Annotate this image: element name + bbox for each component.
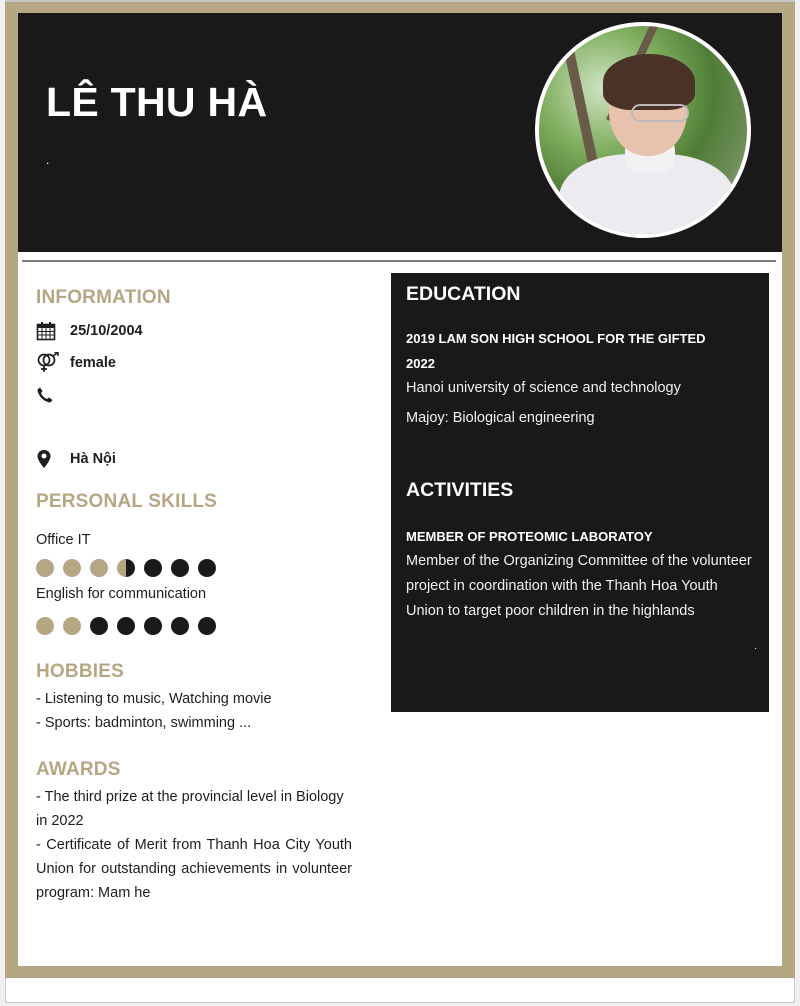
rating-dot-empty (117, 617, 135, 635)
rating-dot-empty (171, 559, 189, 577)
left-column (36, 283, 352, 905)
trailing-mark: . (754, 641, 757, 652)
info-birthdate (36, 315, 352, 347)
award-item: - Certificate of Merit from Thanh Hoa City Youth Union for outstanding achievements in volunteer program: Mam he (36, 837, 352, 901)
skills-title: PERSONAL SKILLS (36, 491, 218, 512)
rating-dot-filled (63, 559, 81, 577)
header-divider (22, 260, 776, 262)
gender-icon (36, 352, 70, 374)
skill-label: English for communication (36, 586, 207, 602)
rating-dot-empty (171, 617, 189, 635)
info-gender (36, 347, 352, 379)
info-phone (36, 379, 352, 411)
right-column (391, 273, 769, 712)
hobby-item: - Sports: badminton, swimming ... (36, 715, 252, 731)
skills-section (36, 491, 352, 641)
info-address (36, 443, 352, 475)
activity-role: MEMBER OF PROTEOMIC LABORATOY (406, 529, 653, 544)
activity-description: Member of the Organizing Committee of the volunteer project in coordination with the Thanh Hoa Youth Union to target poor children in the highlands (406, 553, 752, 619)
location-pin-icon (36, 449, 70, 469)
address-value: Hà Nội (70, 451, 116, 467)
candidate-name: LÊ THU HÀ (46, 79, 268, 125)
award-item: - The third prize at the provincial level in Biology in 2022 (36, 789, 344, 829)
skill-label: Office IT (36, 532, 91, 548)
rating-dot-empty (198, 617, 216, 635)
education-year: 2022 (406, 356, 435, 371)
resume-header (18, 13, 782, 252)
education-major: Majoy: Biological engineering (406, 410, 595, 426)
calendar-icon (36, 321, 70, 341)
phone-icon (36, 386, 70, 404)
skill-rating (36, 611, 352, 641)
information-section (36, 287, 352, 475)
rating-dot-empty (198, 559, 216, 577)
rating-dot-empty (144, 617, 162, 635)
skill-rating (36, 553, 352, 583)
awards-section (36, 759, 352, 905)
activities-title: ACTIVITIES (406, 479, 514, 501)
avatar (535, 22, 751, 238)
hobbies-section (36, 661, 352, 735)
information-title: INFORMATION (36, 287, 171, 308)
hobby-item: - Listening to music, Watching movie (36, 691, 272, 707)
education-school: 2019 LAM SON HIGH SCHOOL FOR THE GIFTED (406, 331, 706, 346)
rating-dot-filled (63, 617, 81, 635)
awards-title: AWARDS (36, 759, 121, 780)
education-title: EDUCATION (406, 283, 521, 305)
candidate-tagline: . (46, 153, 50, 167)
rating-dot-half (117, 559, 135, 577)
rating-dot-empty (144, 559, 162, 577)
resume-sheet (18, 13, 782, 966)
birthdate-value: 25/10/2004 (70, 323, 143, 339)
education-section (406, 283, 754, 431)
rating-dot-empty (90, 617, 108, 635)
activities-section (406, 479, 754, 624)
education-university: Hanoi university of science and technology (406, 380, 681, 396)
rating-dot-filled (90, 559, 108, 577)
rating-dot-filled (36, 617, 54, 635)
rating-dot-filled (36, 559, 54, 577)
hobbies-title: HOBBIES (36, 661, 124, 682)
gender-value: female (70, 355, 116, 371)
